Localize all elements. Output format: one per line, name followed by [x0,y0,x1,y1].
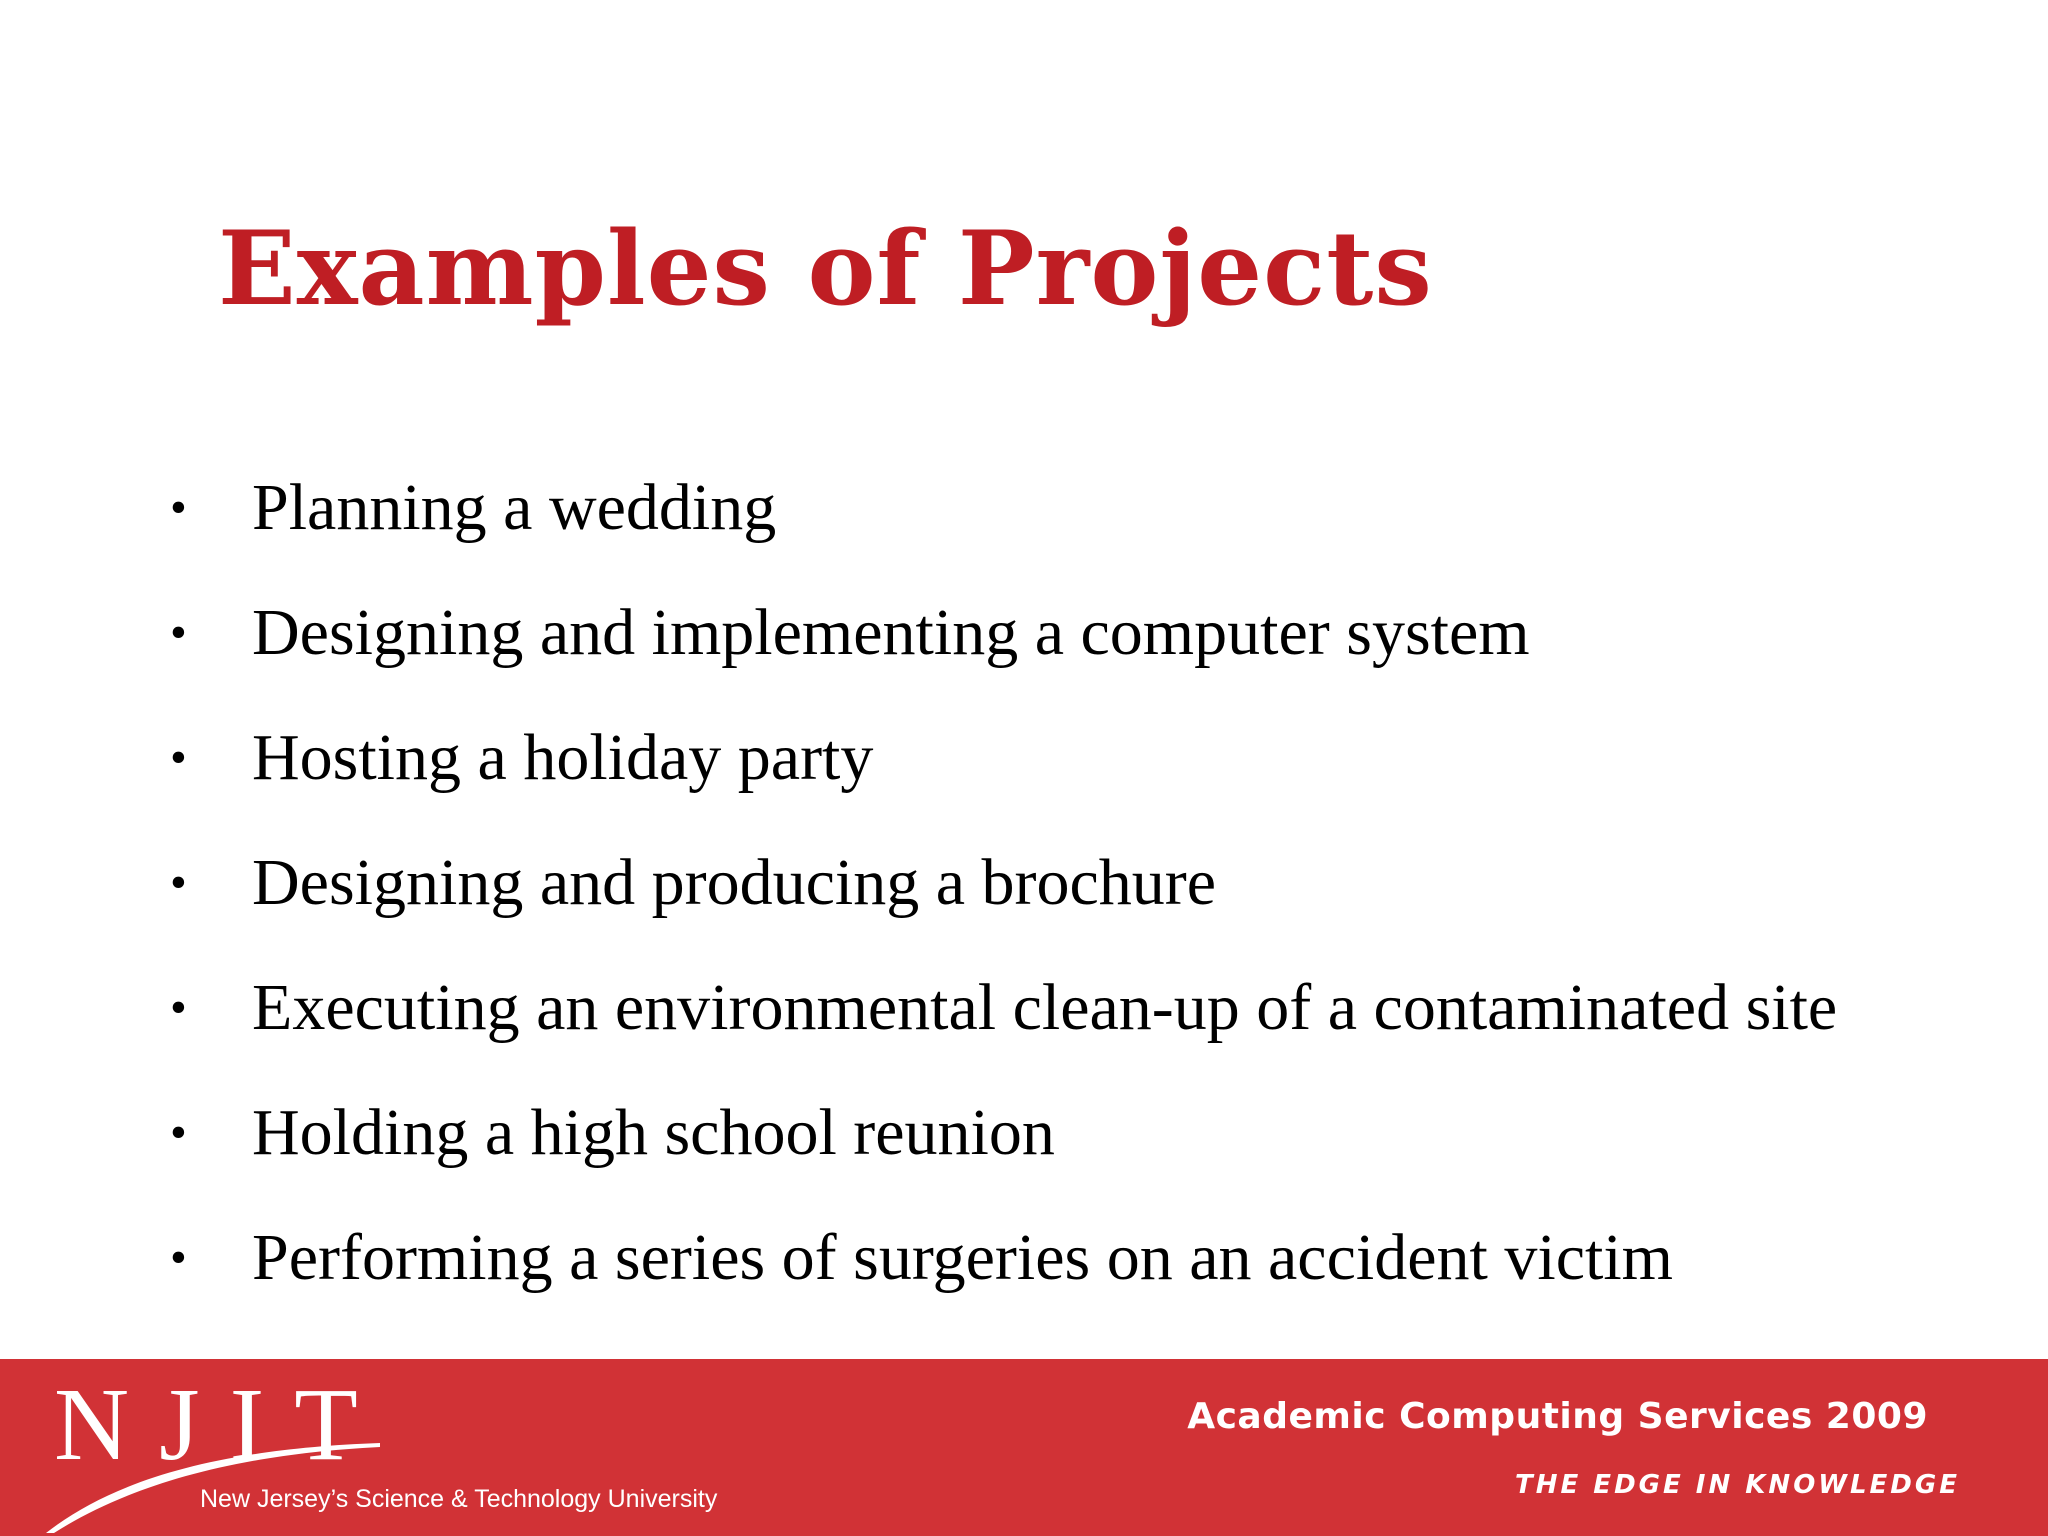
bullet-item [170,1220,1837,1345]
bullet-item [170,970,1837,1095]
logo-tagline: New Jersey’s Science & Technology University [200,1485,718,1513]
bullet-marker: • [170,606,187,659]
footer-band [0,1359,2048,1536]
bullet-marker: • [170,731,187,784]
bullet-marker: • [170,856,187,909]
bullet-text: Holding a high school reunion [252,1096,1055,1169]
bullet-list [170,470,1837,1345]
bullet-item [170,1095,1837,1220]
bullet-marker: • [170,1106,187,1159]
bullet-text: Planning a wedding [252,471,777,544]
bullet-text: Designing and implementing a computer system [252,596,1530,669]
bullet-marker: • [170,981,187,1034]
bullet-item [170,720,1837,845]
bullet-text: Designing and producing a brochure [252,846,1217,919]
bullet-text: Executing an environmental clean-up of a contaminated site [252,971,1838,1044]
bullet-item [170,470,1837,595]
bullet-item [170,595,1837,720]
bullet-marker: • [170,1231,187,1284]
footer-motto: THE EDGE IN KNOWLEDGE [1515,1470,1960,1500]
bullet-marker: • [170,481,187,534]
njit-logo [40,1367,800,1533]
footer-title: Academic Computing Services 2009 [1187,1396,1928,1437]
logo-wordmark: NJIT [54,1367,388,1482]
bullet-item [170,845,1837,970]
bullet-text: Hosting a holiday party [252,721,874,794]
bullet-text: Performing a series of surgeries on an accident victim [252,1221,1673,1294]
slide-title: Examples of Projects [218,209,1433,329]
